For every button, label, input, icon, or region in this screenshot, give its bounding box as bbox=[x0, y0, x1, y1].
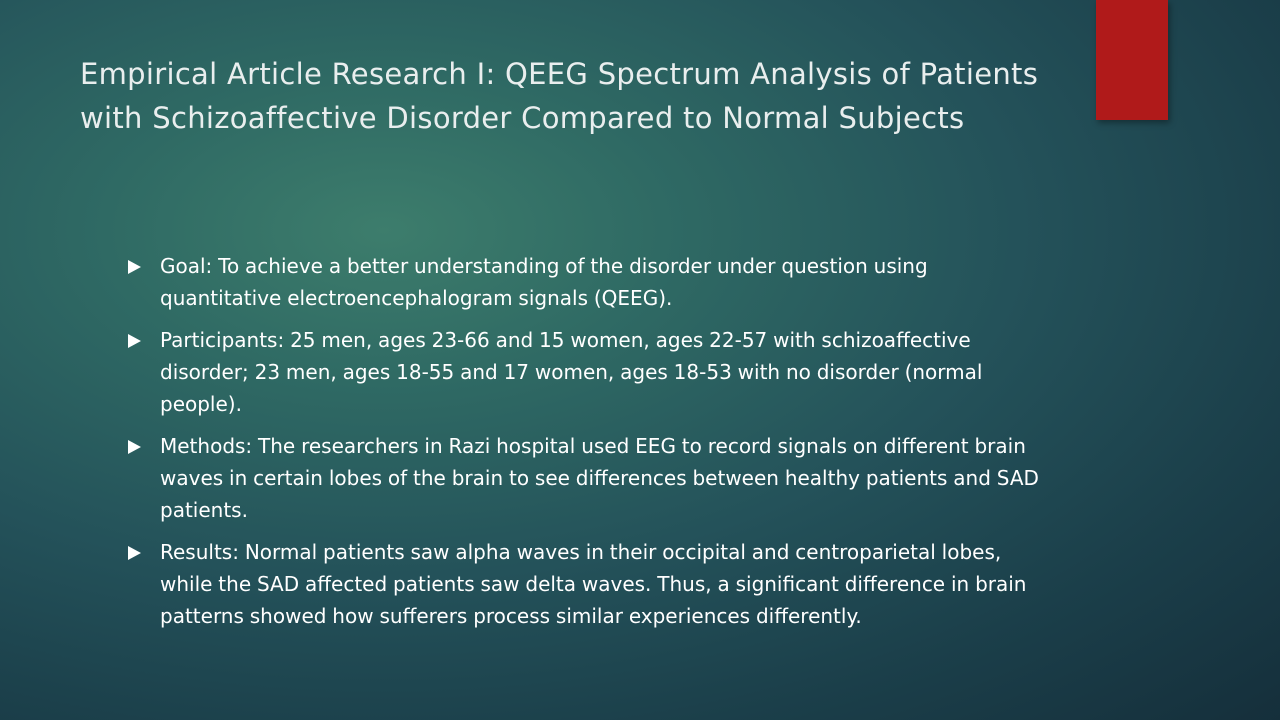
bullet-goal bbox=[128, 250, 1048, 314]
accent-bar bbox=[1096, 0, 1168, 120]
bullet-arrow-icon bbox=[128, 260, 141, 274]
bullet-text: Methods: The researchers in Razi hospital used EEG to record signals on different brain waves in certain lobes of the brain to see differences between healthy patients and SAD patients. bbox=[160, 434, 1039, 522]
bullet-arrow-icon bbox=[128, 334, 141, 348]
bullet-participants bbox=[128, 324, 1048, 420]
bullet-arrow-icon bbox=[128, 546, 141, 560]
bullet-text: Participants: 25 men, ages 23-66 and 15 women, ages 22-57 with schizoaffective disorder; 23 men, ages 18-55 and 17 women, ages 18-53 with no disorder (normal people). bbox=[160, 328, 983, 416]
slide-title: Empirical Article Research I: QEEG Spectrum Analysis of Patients with Schizoaffective Disorder Compared to Normal Subjects bbox=[80, 57, 1039, 135]
bullet-text: Goal: To achieve a better understanding of the disorder under question using quantitative electroencephalogram signals (QEEG). bbox=[160, 254, 928, 310]
bullet-arrow-icon bbox=[128, 440, 141, 454]
bullet-methods bbox=[128, 430, 1048, 526]
bullet-list bbox=[128, 250, 1048, 642]
bullet-results bbox=[128, 536, 1048, 632]
bullet-text: Results: Normal patients saw alpha waves in their occipital and centroparietal lobes, while the SAD affected patients saw delta waves. Thus, a significant difference in brain patterns showed how sufferers process similar experiences differently. bbox=[160, 540, 1027, 628]
